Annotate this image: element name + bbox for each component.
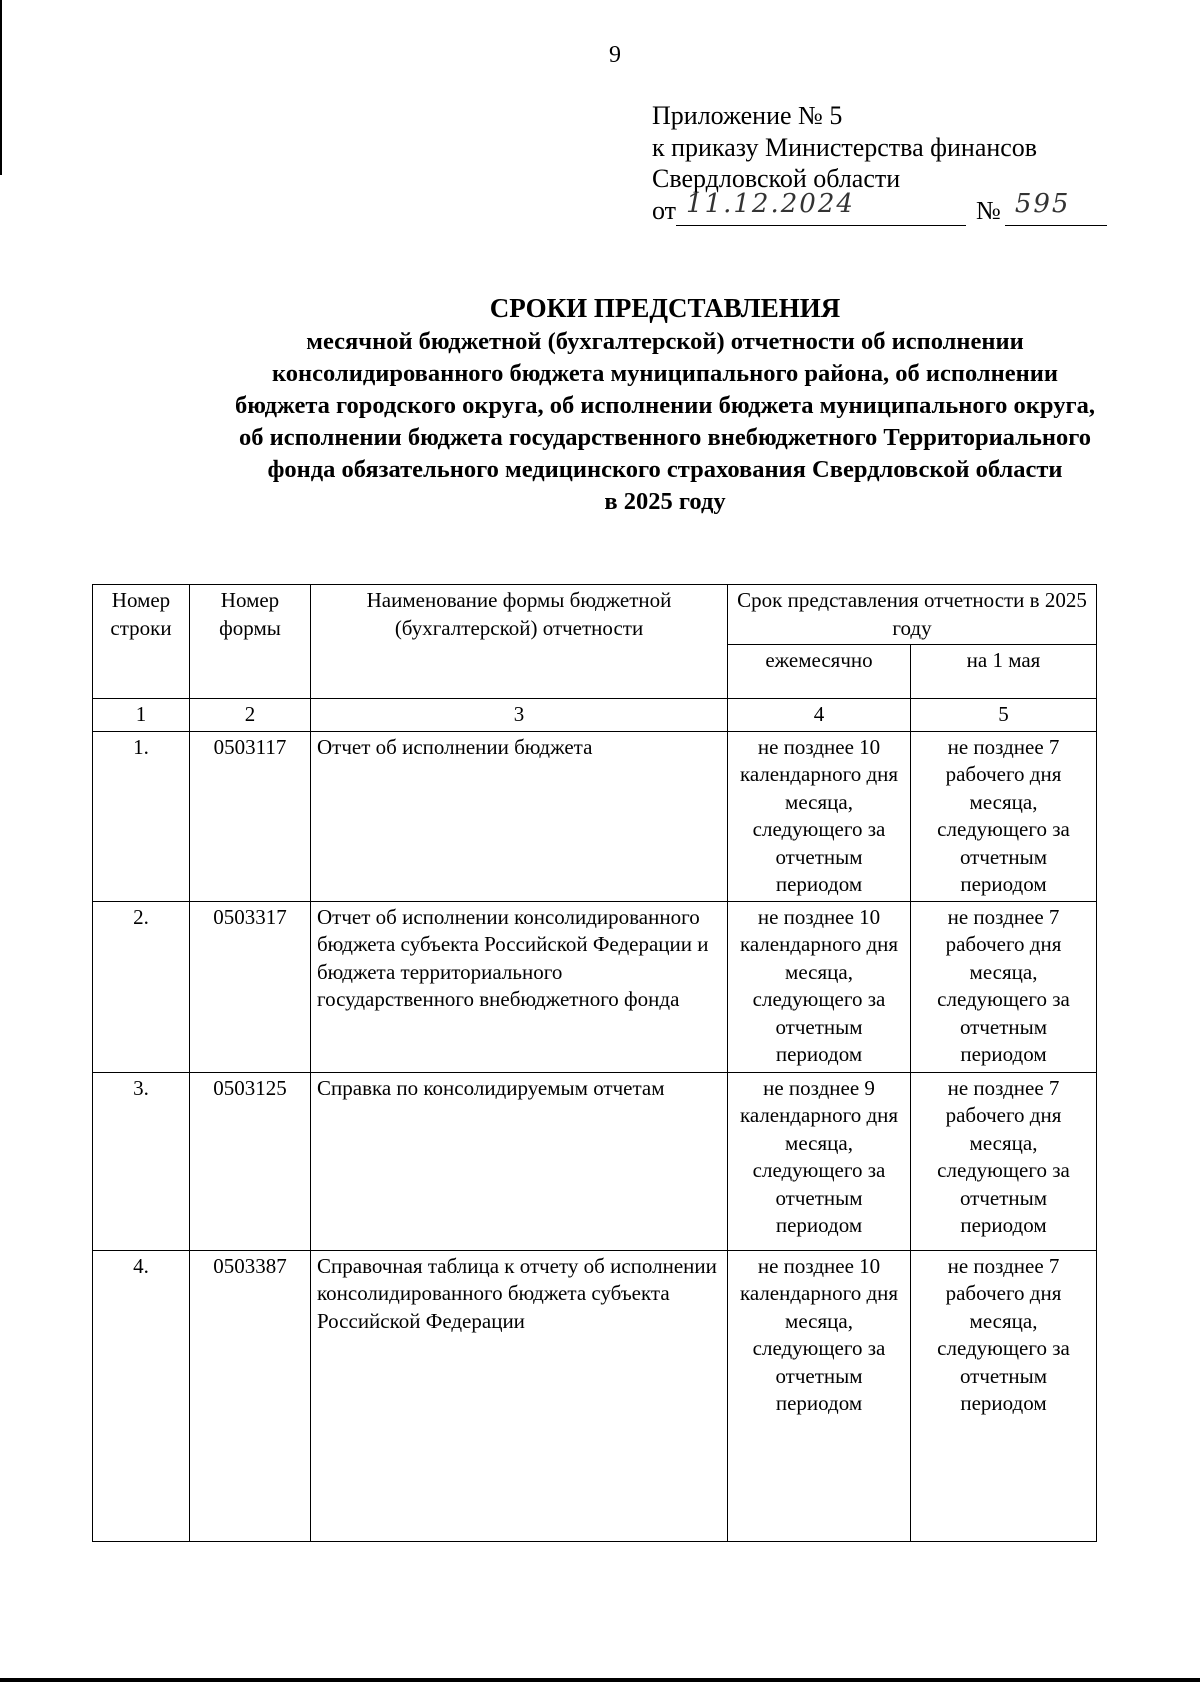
column-index-row [93, 699, 1097, 732]
deadline-may1: не позднее 7 рабочего дня месяца, следующего за отчетным периодом [911, 901, 1097, 1072]
title-line: в 2025 году [604, 488, 726, 515]
deadline-may1: не позднее 7 рабочего дня месяца, следующего за отчетным периодом [911, 1072, 1097, 1250]
table-row [93, 1250, 1097, 1541]
form-number: 0503117 [190, 731, 311, 901]
title-main: СРОКИ ПРЕДСТАВЛЕНИЯ [489, 293, 841, 323]
handwritten-number: 595 [1014, 189, 1071, 219]
date-field [676, 189, 966, 226]
deadlines-table [92, 584, 1097, 1542]
number-label: № [976, 195, 1001, 225]
appendix-title: Приложение № 5 [652, 101, 843, 130]
appendix-region: Свердловской области [652, 164, 901, 193]
table-header-row [93, 585, 1097, 645]
form-number: 0503125 [190, 1072, 311, 1250]
column-index: 5 [911, 699, 1097, 732]
column-index: 2 [190, 699, 311, 732]
form-name: Отчет об исполнении бюджета [311, 731, 728, 901]
title-line: месячной бюджетной (бухгалтерской) отчетности об исполнении [306, 328, 1024, 355]
appendix-header [652, 100, 1107, 226]
row-number: 1. [93, 731, 190, 901]
column-index: 4 [728, 699, 911, 732]
date-prefix: от [652, 195, 677, 225]
form-number: 0503387 [190, 1250, 311, 1541]
document-title [100, 292, 1200, 518]
title-line: консолидированного бюджета муниципального района, об исполнении [272, 360, 1058, 387]
column-index: 3 [311, 699, 728, 732]
form-number: 0503317 [190, 901, 311, 1072]
deadline-monthly: не позднее 10 календарного дня месяца, следующего за отчетным периодом [728, 1250, 911, 1541]
form-name: Отчет об исполнении консолидированного бюджета субъекта Российской Федерации и бюджета территориального государственного внебюджетного фонда [311, 901, 728, 1072]
number-field [1005, 189, 1107, 226]
header-form-name: Наименование формы бюджетной (бухгалтерской) отчетности [311, 585, 728, 699]
header-monthly: ежемесячно [728, 645, 911, 699]
deadline-monthly: не позднее 9 календарного дня месяца, следующего за отчетным периодом [728, 1072, 911, 1250]
page-number: 9 [609, 42, 621, 68]
deadline-monthly: не позднее 10 календарного дня месяца, следующего за отчетным периодом [728, 731, 911, 901]
deadline-may1: не позднее 7 рабочего дня месяца, следующего за отчетным периодом [911, 731, 1097, 901]
table-row [93, 731, 1097, 901]
scan-bottom-edge [0, 1678, 1200, 1682]
header-deadline-group: Срок представления отчетности в 2025 году [728, 585, 1097, 645]
deadline-may1: не позднее 7 рабочего дня месяца, следующего за отчетным периодом [911, 1250, 1097, 1541]
form-name: Справка по консолидируемым отчетам [311, 1072, 728, 1250]
row-number: 3. [93, 1072, 190, 1250]
appendix-order-ref: к приказу Министерства финансов [652, 132, 1038, 162]
column-index: 1 [93, 699, 190, 732]
form-name: Справочная таблица к отчету об исполнении консолидированного бюджета субъекта Российской Федерации [311, 1250, 728, 1541]
header-row-number: Номер строки [93, 585, 190, 699]
row-number: 2. [93, 901, 190, 1072]
title-line: фонда обязательного медицинского страхования Свердловской области [267, 456, 1063, 483]
appendix-date-number-row [652, 189, 1107, 227]
title-line: об исполнении бюджета государственного внебюджетного Территориального [239, 424, 1091, 451]
header-may1: на 1 мая [911, 645, 1097, 699]
deadline-monthly: не позднее 10 календарного дня месяца, следующего за отчетным периодом [728, 901, 911, 1072]
table-row [93, 901, 1097, 1072]
table-row [93, 1072, 1097, 1250]
title-line: бюджета городского округа, об исполнении бюджета муниципального округа, [235, 392, 1095, 419]
header-form-number: Номер формы [190, 585, 311, 699]
row-number: 4. [93, 1250, 190, 1541]
scan-left-edge [0, 0, 2, 175]
handwritten-date: 11.12.2024 [686, 189, 855, 219]
